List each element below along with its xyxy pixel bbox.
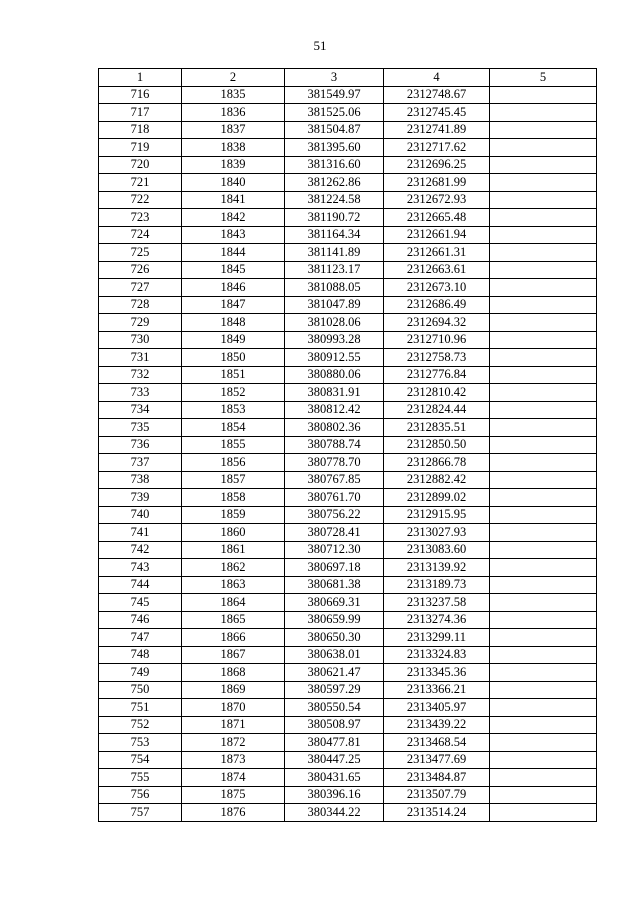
table-cell: 380831.91 — [285, 384, 384, 402]
table-cell — [490, 576, 597, 594]
table-cell: 730 — [99, 331, 182, 349]
table-cell: 380767.85 — [285, 471, 384, 489]
table-cell: 380912.55 — [285, 349, 384, 367]
table-row — [99, 699, 597, 717]
column-header: 4 — [384, 69, 490, 87]
table-cell: 2313507.79 — [384, 786, 490, 804]
table-cell: 2313324.83 — [384, 646, 490, 664]
table-row — [99, 506, 597, 524]
table-cell: 380431.65 — [285, 769, 384, 787]
table-cell: 1854 — [182, 419, 285, 437]
table-cell: 1872 — [182, 734, 285, 752]
table-cell: 743 — [99, 559, 182, 577]
table-cell: 1856 — [182, 454, 285, 472]
table-cell: 741 — [99, 524, 182, 542]
table-cell — [490, 86, 597, 104]
table-cell: 2312661.94 — [384, 226, 490, 244]
table-cell: 2313274.36 — [384, 611, 490, 629]
table-row — [99, 366, 597, 384]
table-cell: 733 — [99, 384, 182, 402]
table-cell — [490, 401, 597, 419]
table-cell: 381164.34 — [285, 226, 384, 244]
table-cell: 380761.70 — [285, 489, 384, 507]
table-cell: 751 — [99, 699, 182, 717]
table-cell: 380477.81 — [285, 734, 384, 752]
table-cell: 740 — [99, 506, 182, 524]
table-cell: 380597.29 — [285, 681, 384, 699]
table-row — [99, 121, 597, 139]
table-cell — [490, 454, 597, 472]
table-cell — [490, 296, 597, 314]
table-cell — [490, 104, 597, 122]
table-cell — [490, 786, 597, 804]
table-row — [99, 331, 597, 349]
column-header: 3 — [285, 69, 384, 87]
table-cell: 2312824.44 — [384, 401, 490, 419]
table-cell: 748 — [99, 646, 182, 664]
table-cell — [490, 559, 597, 577]
table-row — [99, 454, 597, 472]
table-cell: 1838 — [182, 139, 285, 157]
table-cell: 755 — [99, 769, 182, 787]
table-cell: 2312694.32 — [384, 314, 490, 332]
table-cell: 732 — [99, 366, 182, 384]
table-cell — [490, 471, 597, 489]
table-cell: 717 — [99, 104, 182, 122]
table-cell — [490, 611, 597, 629]
table-cell: 2312741.89 — [384, 121, 490, 139]
table-cell — [490, 524, 597, 542]
table-cell: 380550.54 — [285, 699, 384, 717]
table-cell: 2313027.93 — [384, 524, 490, 542]
table-cell — [490, 156, 597, 174]
table-cell: 381395.60 — [285, 139, 384, 157]
table-row — [99, 786, 597, 804]
table-row — [99, 174, 597, 192]
table-cell: 380712.30 — [285, 541, 384, 559]
table-cell: 380447.25 — [285, 751, 384, 769]
table-cell: 380650.30 — [285, 629, 384, 647]
table-cell — [490, 681, 597, 699]
table-cell: 1839 — [182, 156, 285, 174]
table-cell: 2312850.50 — [384, 436, 490, 454]
table-cell: 381123.17 — [285, 261, 384, 279]
table-cell: 1847 — [182, 296, 285, 314]
table-row — [99, 86, 597, 104]
table-cell: 747 — [99, 629, 182, 647]
table-cell: 381525.06 — [285, 104, 384, 122]
table-cell: 380993.28 — [285, 331, 384, 349]
table-row — [99, 664, 597, 682]
table-cell: 750 — [99, 681, 182, 699]
table-cell: 1840 — [182, 174, 285, 192]
table-cell: 1864 — [182, 594, 285, 612]
table-row — [99, 629, 597, 647]
table-cell: 381316.60 — [285, 156, 384, 174]
table-row — [99, 156, 597, 174]
table-cell: 2312663.61 — [384, 261, 490, 279]
table-cell: 722 — [99, 191, 182, 209]
table-cell: 381262.86 — [285, 174, 384, 192]
table-cell — [490, 489, 597, 507]
table-cell: 724 — [99, 226, 182, 244]
table-cell: 735 — [99, 419, 182, 437]
table-cell: 720 — [99, 156, 182, 174]
table-cell: 381190.72 — [285, 209, 384, 227]
table-cell: 1865 — [182, 611, 285, 629]
table-cell: 380778.70 — [285, 454, 384, 472]
table-cell: 1874 — [182, 769, 285, 787]
table-cell — [490, 664, 597, 682]
coordinates-table — [98, 68, 597, 822]
table-cell: 2312882.42 — [384, 471, 490, 489]
column-header: 2 — [182, 69, 285, 87]
table-cell: 752 — [99, 716, 182, 734]
table-row — [99, 716, 597, 734]
table-cell — [490, 244, 597, 262]
table-cell: 745 — [99, 594, 182, 612]
table-cell: 380788.74 — [285, 436, 384, 454]
table-cell — [490, 121, 597, 139]
table-cell: 380621.47 — [285, 664, 384, 682]
table-cell: 2313439.22 — [384, 716, 490, 734]
table-cell: 2313477.69 — [384, 751, 490, 769]
table-cell — [490, 769, 597, 787]
table-cell — [490, 279, 597, 297]
table-row — [99, 559, 597, 577]
table-cell: 1855 — [182, 436, 285, 454]
page-number: 51 — [313, 38, 327, 53]
table-row — [99, 734, 597, 752]
table-cell: 1866 — [182, 629, 285, 647]
table-cell: 2312866.78 — [384, 454, 490, 472]
table-cell: 727 — [99, 279, 182, 297]
table-row — [99, 471, 597, 489]
table-cell: 736 — [99, 436, 182, 454]
table-cell: 2313345.36 — [384, 664, 490, 682]
table-cell: 380697.18 — [285, 559, 384, 577]
table-row — [99, 594, 597, 612]
table-cell: 381504.87 — [285, 121, 384, 139]
table-cell — [490, 629, 597, 647]
table-row — [99, 139, 597, 157]
table-row — [99, 191, 597, 209]
table-row — [99, 104, 597, 122]
table-cell: 749 — [99, 664, 182, 682]
table-cell: 380756.22 — [285, 506, 384, 524]
table-cell: 380344.22 — [285, 804, 384, 822]
table-row — [99, 226, 597, 244]
table-cell: 2312745.45 — [384, 104, 490, 122]
table-cell: 381224.58 — [285, 191, 384, 209]
table-cell: 380812.42 — [285, 401, 384, 419]
table-cell: 731 — [99, 349, 182, 367]
table-cell: 1876 — [182, 804, 285, 822]
table-cell: 725 — [99, 244, 182, 262]
table-cell: 739 — [99, 489, 182, 507]
table-cell: 380880.06 — [285, 366, 384, 384]
table-cell — [490, 261, 597, 279]
table-cell: 1836 — [182, 104, 285, 122]
table-row — [99, 489, 597, 507]
table-cell: 726 — [99, 261, 182, 279]
table-cell: 716 — [99, 86, 182, 104]
table-cell — [490, 751, 597, 769]
table-cell: 1868 — [182, 664, 285, 682]
table-cell: 2312673.10 — [384, 279, 490, 297]
table-cell: 1841 — [182, 191, 285, 209]
table-cell: 1835 — [182, 86, 285, 104]
table-cell: 380681.38 — [285, 576, 384, 594]
table-cell: 381028.06 — [285, 314, 384, 332]
table-cell: 2312681.99 — [384, 174, 490, 192]
table-cell: 2313366.21 — [384, 681, 490, 699]
table-cell: 1851 — [182, 366, 285, 384]
table-cell — [490, 436, 597, 454]
table-cell: 1849 — [182, 331, 285, 349]
table-cell: 1852 — [182, 384, 285, 402]
table-cell: 1853 — [182, 401, 285, 419]
table-cell: 1873 — [182, 751, 285, 769]
table-cell — [490, 139, 597, 157]
table-cell: 719 — [99, 139, 182, 157]
table-cell: 729 — [99, 314, 182, 332]
table-row — [99, 261, 597, 279]
table-cell: 2313484.87 — [384, 769, 490, 787]
table-cell: 1858 — [182, 489, 285, 507]
table-cell — [490, 506, 597, 524]
table-cell: 2312748.67 — [384, 86, 490, 104]
table-cell: 1870 — [182, 699, 285, 717]
table-row — [99, 681, 597, 699]
table-cell: 380659.99 — [285, 611, 384, 629]
table-cell — [490, 384, 597, 402]
table-cell — [490, 209, 597, 227]
table-cell: 1871 — [182, 716, 285, 734]
table-cell: 1863 — [182, 576, 285, 594]
table-cell: 2312686.49 — [384, 296, 490, 314]
table-row — [99, 279, 597, 297]
table-row — [99, 769, 597, 787]
table-cell: 2313514.24 — [384, 804, 490, 822]
table-cell — [490, 699, 597, 717]
table-cell: 380396.16 — [285, 786, 384, 804]
table-cell: 2313237.58 — [384, 594, 490, 612]
table-cell: 380669.31 — [285, 594, 384, 612]
table-cell — [490, 174, 597, 192]
table-cell: 734 — [99, 401, 182, 419]
table-cell: 1860 — [182, 524, 285, 542]
table-cell: 744 — [99, 576, 182, 594]
table-cell: 742 — [99, 541, 182, 559]
table-cell: 2312758.73 — [384, 349, 490, 367]
table-cell: 2312672.93 — [384, 191, 490, 209]
table-cell: 1857 — [182, 471, 285, 489]
table-cell: 1842 — [182, 209, 285, 227]
table-row — [99, 646, 597, 664]
table-cell: 1859 — [182, 506, 285, 524]
table-cell: 2313189.73 — [384, 576, 490, 594]
table-cell: 757 — [99, 804, 182, 822]
table-cell: 380508.97 — [285, 716, 384, 734]
table-cell: 1845 — [182, 261, 285, 279]
column-header: 1 — [99, 69, 182, 87]
table-cell: 2312899.02 — [384, 489, 490, 507]
table-row — [99, 436, 597, 454]
table-cell: 2312665.48 — [384, 209, 490, 227]
table-cell: 738 — [99, 471, 182, 489]
table-cell: 381047.89 — [285, 296, 384, 314]
table-cell: 721 — [99, 174, 182, 192]
table-cell — [490, 331, 597, 349]
table-cell: 2313083.60 — [384, 541, 490, 559]
table-cell: 2313299.11 — [384, 629, 490, 647]
table-cell: 2312661.31 — [384, 244, 490, 262]
table-cell: 1862 — [182, 559, 285, 577]
table-cell — [490, 716, 597, 734]
table-cell — [490, 594, 597, 612]
table-row — [99, 751, 597, 769]
table-cell: 2312776.84 — [384, 366, 490, 384]
table-cell: 381088.05 — [285, 279, 384, 297]
table-cell: 2313139.92 — [384, 559, 490, 577]
table-cell: 2313468.54 — [384, 734, 490, 752]
table-cell: 380802.36 — [285, 419, 384, 437]
table-cell: 756 — [99, 786, 182, 804]
table-row — [99, 611, 597, 629]
table-row — [99, 296, 597, 314]
table-cell — [490, 349, 597, 367]
table-row — [99, 384, 597, 402]
table-cell — [490, 314, 597, 332]
table-cell: 1867 — [182, 646, 285, 664]
table-cell: 2312696.25 — [384, 156, 490, 174]
table-cell — [490, 419, 597, 437]
table-body — [99, 86, 597, 821]
table-cell: 728 — [99, 296, 182, 314]
table-cell — [490, 804, 597, 822]
table-cell — [490, 366, 597, 384]
table-cell: 737 — [99, 454, 182, 472]
table-row — [99, 804, 597, 822]
table-cell: 380638.01 — [285, 646, 384, 664]
table-cell: 380728.41 — [285, 524, 384, 542]
table-row — [99, 244, 597, 262]
table-row — [99, 541, 597, 559]
table-cell — [490, 191, 597, 209]
table-cell — [490, 226, 597, 244]
table-cell: 1848 — [182, 314, 285, 332]
table-cell: 2312810.42 — [384, 384, 490, 402]
table-cell: 2312915.95 — [384, 506, 490, 524]
table-cell: 2313405.97 — [384, 699, 490, 717]
table-row — [99, 576, 597, 594]
table-cell — [490, 646, 597, 664]
table-cell: 754 — [99, 751, 182, 769]
table-row — [99, 349, 597, 367]
table-cell: 2312710.96 — [384, 331, 490, 349]
table-cell: 723 — [99, 209, 182, 227]
table-cell — [490, 541, 597, 559]
column-header: 5 — [490, 69, 597, 87]
table-cell: 1850 — [182, 349, 285, 367]
table-row — [99, 314, 597, 332]
table-cell: 2312717.62 — [384, 139, 490, 157]
table-cell: 381549.97 — [285, 86, 384, 104]
table-cell: 1861 — [182, 541, 285, 559]
table-cell: 2312835.51 — [384, 419, 490, 437]
table-cell: 746 — [99, 611, 182, 629]
table-cell: 718 — [99, 121, 182, 139]
header-row — [99, 69, 597, 87]
table-cell: 1846 — [182, 279, 285, 297]
table-row — [99, 419, 597, 437]
table-row — [99, 209, 597, 227]
table-row — [99, 401, 597, 419]
table-header — [99, 69, 597, 87]
table-cell: 1869 — [182, 681, 285, 699]
table-cell: 1843 — [182, 226, 285, 244]
table-cell: 1844 — [182, 244, 285, 262]
table-row — [99, 524, 597, 542]
table-cell: 753 — [99, 734, 182, 752]
table-cell — [490, 734, 597, 752]
table-cell: 381141.89 — [285, 244, 384, 262]
table-cell: 1837 — [182, 121, 285, 139]
table-cell: 1875 — [182, 786, 285, 804]
